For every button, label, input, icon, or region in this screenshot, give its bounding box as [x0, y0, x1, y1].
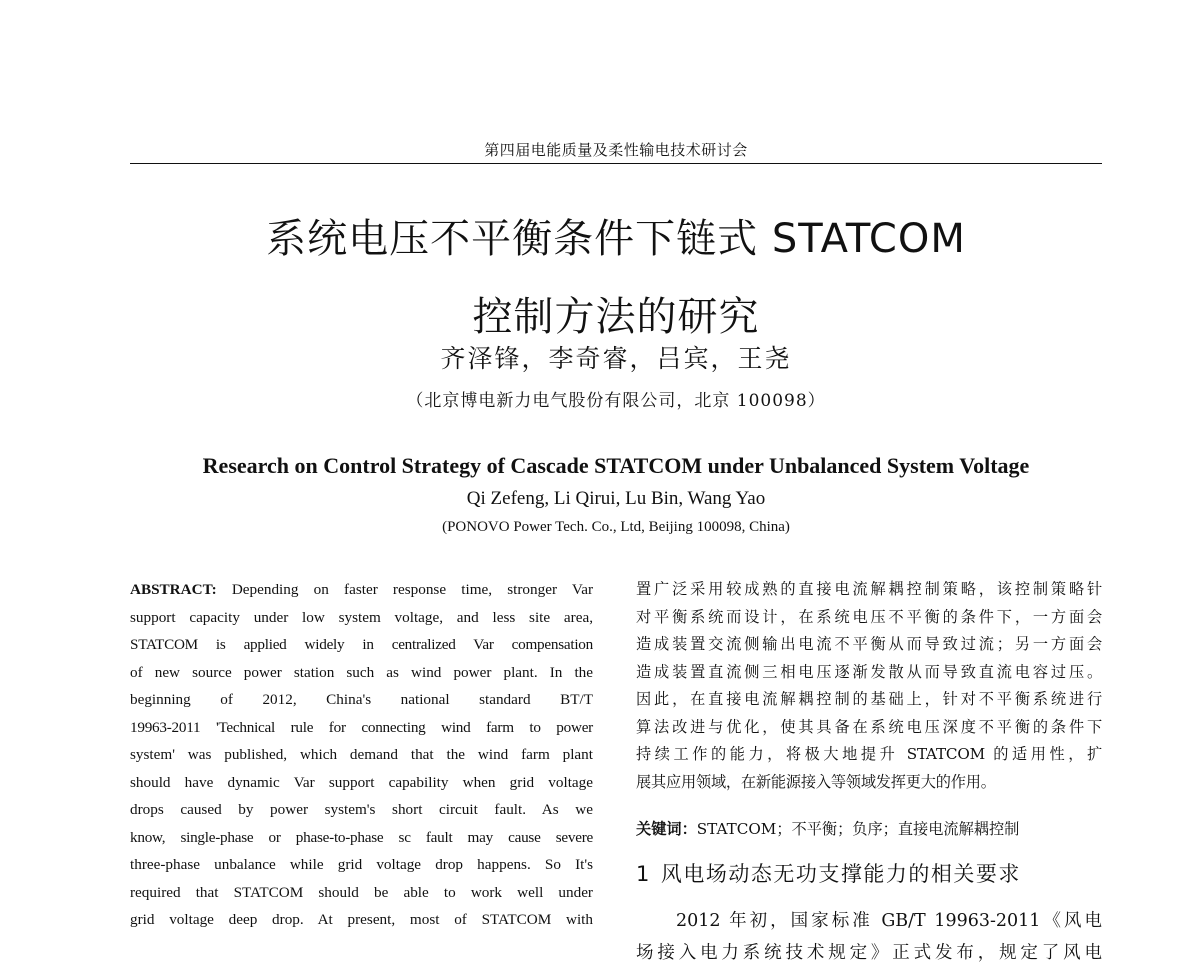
- abstract-line: grid voltage deep drop. At present, most of STATCOM with: [130, 911, 593, 928]
- abstract-line: system' was published, which demand that the wind farm plant: [130, 746, 593, 763]
- english-authors: Qi Zefeng, Li Qirui, Lu Bin, Wang Yao: [466, 488, 766, 509]
- abstract-line: drops caused by power system's short circuit fault. As we: [130, 801, 593, 818]
- english-affiliation: (PONOVO Power Tech. Co., Ltd, Beijing 100098, China): [442, 519, 790, 535]
- abstract-line: of new source power station such as wind power plant. In the: [130, 663, 593, 681]
- section-body: [636, 905, 1102, 969]
- abstract-line: 19963-2011 'Technical rule for connecting wind farm to power: [130, 718, 593, 736]
- chinese-abstract-line: 展其应用领域，在新能源接入等领域发挥更大的作用。: [636, 772, 996, 791]
- header-rule: [130, 163, 1102, 164]
- chinese-abstract-line: 置广泛采用较成熟的直接电流解耦控制策略，该控制策略针: [636, 580, 1102, 598]
- chinese-authors: 齐泽锋，李奇睿，吕宾，王尧: [440, 344, 792, 373]
- abstract-line: required that STATCOM should be able to work well under: [130, 883, 593, 901]
- english-abstract: [130, 576, 593, 934]
- keywords-text: STATCOM；不平衡；负序；直接电流解耦控制: [696, 820, 1020, 838]
- keywords: [636, 818, 1102, 839]
- chinese-affiliation: （北京博电新力电气股份有限公司，北京 100098）: [406, 391, 826, 411]
- running-header: 第四届电能质量及柔性输电技术研讨会: [484, 141, 748, 159]
- abstract-label: ABSTRACT:: [130, 581, 217, 598]
- section-number: 1: [636, 862, 651, 886]
- chinese-abstract: [636, 576, 1102, 796]
- chinese-abstract-line: 造成装置交流侧输出电流不平衡从而导致过流；另一方面会: [636, 635, 1102, 653]
- chinese-abstract-line: 持续工作的能力，将极大地提升 STATCOM 的适用性，扩: [636, 745, 1102, 763]
- chinese-title-line-1: 系统电压不平衡条件下链式 STATCOM: [266, 216, 966, 262]
- abstract-line: know, single-phase or phase-to-phase sc fault may cause severe: [130, 828, 593, 846]
- abstract-line: STATCOM is applied widely in centralized Var compensation: [130, 636, 593, 653]
- english-title: Research on Control Strategy of Cascade STATCOM under Unbalanced System Voltage: [202, 453, 1030, 478]
- abstract-line: should have dynamic Var support capability when grid voltage: [130, 773, 593, 791]
- abstract-line: beginning of 2012, China's national standard BT/T: [130, 691, 593, 708]
- keywords-label: 关键词：: [636, 820, 697, 838]
- chinese-abstract-line: 因此，在直接电流解耦控制的基础上，针对不平衡系统进行: [636, 690, 1102, 708]
- abstract-line: [130, 576, 593, 604]
- abstract-first-line-text: Depending on faster response time, stronger Var: [216, 581, 593, 598]
- body-line: 2012 年初，国家标准 GB/T 19963-2011《风电: [676, 911, 1102, 931]
- chinese-title-line-2: 控制方法的研究: [472, 294, 760, 340]
- section-title: 风电场动态无功支撑能力的相关要求: [660, 862, 1021, 886]
- abstract-line: support capacity under low system voltage, and less site area,: [130, 608, 593, 626]
- chinese-abstract-line: 对平衡系统而设计，在系统电压不平衡的条件下，一方面会: [636, 607, 1102, 626]
- chinese-abstract-line: 造成装置直流侧三相电压逐渐发散从而导致直流电容过压。: [636, 662, 1102, 681]
- section-heading: [636, 858, 1102, 888]
- abstract-line: three-phase unbalance while grid voltage drop happens. So It's: [130, 856, 593, 873]
- body-line: 场接入电力系统技术规定》正式发布，规定了风电: [636, 943, 1102, 963]
- chinese-abstract-line: 算法改进与优化，使其具备在系统电压深度不平衡的条件下: [636, 717, 1102, 736]
